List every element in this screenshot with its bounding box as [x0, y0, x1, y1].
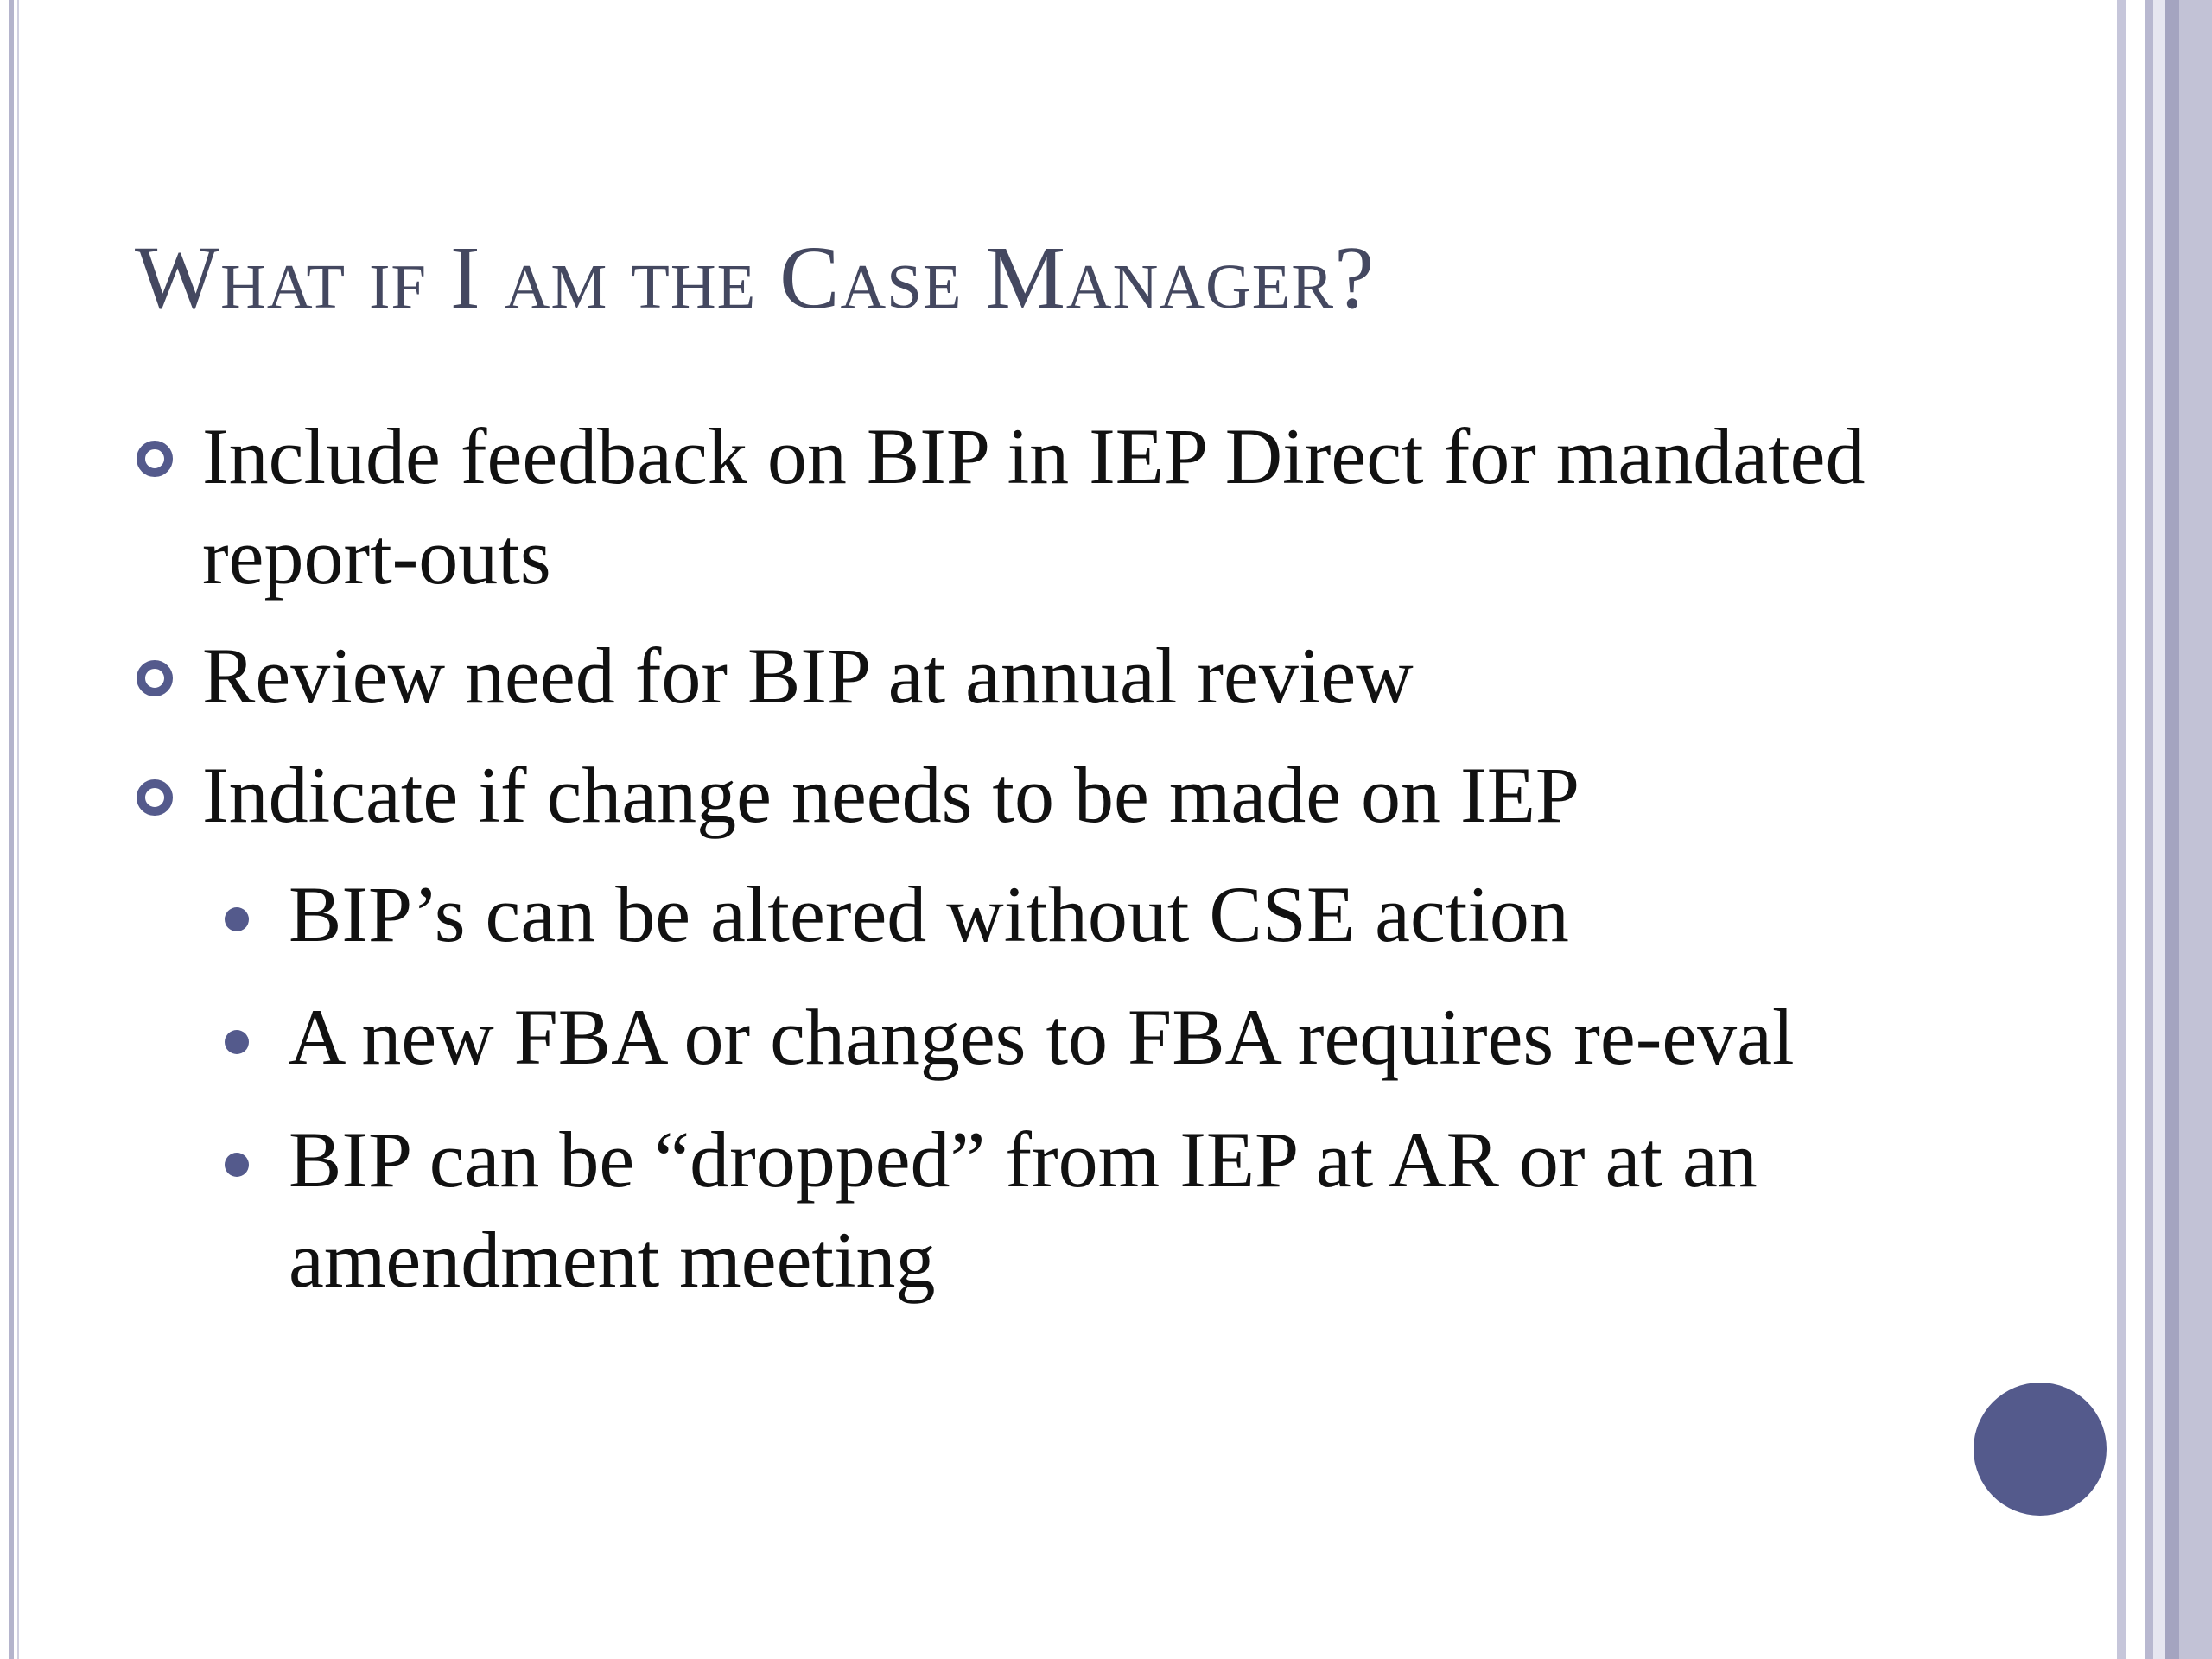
slide-title: What if I am the Case Manager?	[135, 228, 1376, 327]
dot-bullet-icon	[225, 1153, 249, 1177]
ring-bullet-icon	[137, 779, 173, 816]
sub-bullet-text: BIP can be “dropped” from IEP at AR or at an amendment meeting	[289, 1116, 1758, 1304]
bullet-item	[135, 406, 1984, 607]
ring-bullet-icon	[137, 660, 173, 696]
bullet-item	[135, 626, 1984, 726]
left-frame-line	[9, 0, 14, 1659]
bullet-list	[135, 406, 1984, 1332]
bullet-text: Include feedback on BIP in IEP Direct for mandated report-outs	[202, 412, 1866, 601]
dot-bullet-icon	[225, 1030, 249, 1054]
right-frame-band	[2153, 0, 2165, 1659]
right-frame-band	[2117, 0, 2126, 1659]
left-frame-line-inner	[17, 0, 19, 1659]
right-frame-band	[2126, 0, 2145, 1659]
right-frame-band	[2179, 0, 2212, 1659]
bullet-text: Indicate if change needs to be made on IEP	[202, 751, 1580, 839]
sub-bullet-item	[135, 1109, 1984, 1310]
sub-bullet-text: A new FBA or changes to FBA requires re-eval	[289, 993, 1795, 1081]
sub-bullet-text: BIP’s can be altered without CSE action	[289, 870, 1569, 958]
right-frame-band	[2165, 0, 2179, 1659]
bullet-item	[135, 745, 1984, 845]
sub-bullet-item	[135, 987, 1984, 1087]
bullet-text: Review need for BIP at annual review	[202, 632, 1414, 720]
right-frame-band	[2145, 0, 2153, 1659]
dot-bullet-icon	[225, 907, 249, 931]
circle-decoration	[1974, 1382, 2107, 1516]
ring-bullet-icon	[137, 441, 173, 477]
sub-bullet-item	[135, 864, 1984, 964]
